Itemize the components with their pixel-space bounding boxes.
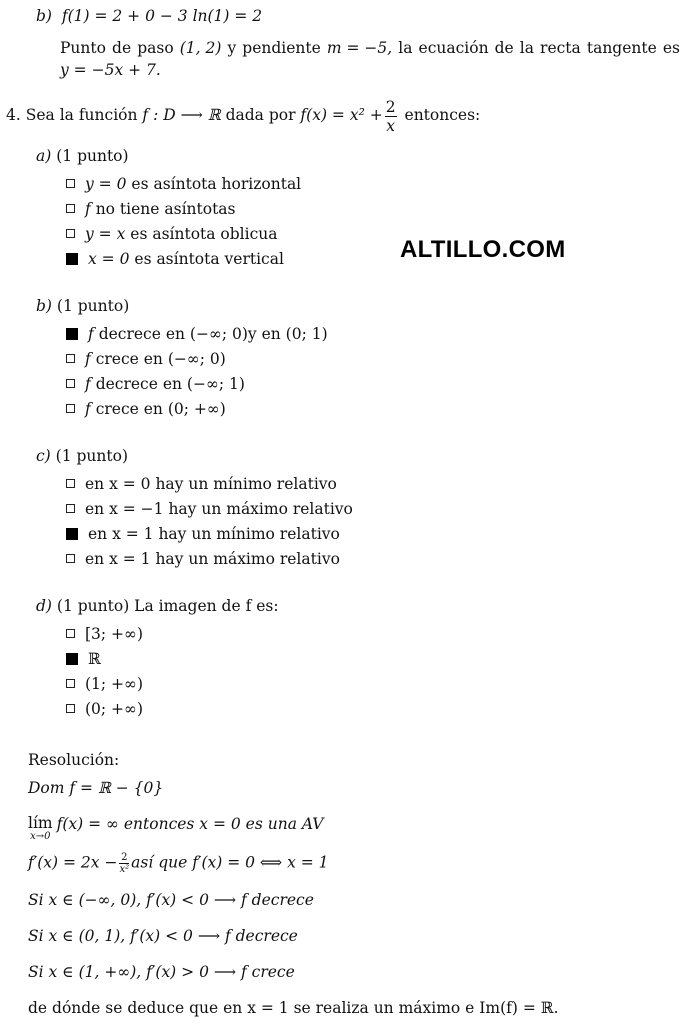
derivative-numerator: 2 <box>121 852 128 863</box>
question-points: (1 punto) <box>56 297 130 315</box>
prev-part-b-line <box>36 6 262 26</box>
answer-option[interactable] <box>66 624 143 644</box>
limit-rest: f(x) = ∞ entonces x = 0 es una AV <box>56 815 324 833</box>
option-text: [3; +∞) <box>85 625 144 643</box>
answer-option[interactable] <box>66 324 328 344</box>
problem-statement <box>6 96 480 135</box>
answer-option[interactable] <box>66 499 353 519</box>
fraction-denominator: x <box>386 116 396 135</box>
option-math: f <box>88 325 94 343</box>
problem-intro-d: f(x) = x² + <box>300 106 383 124</box>
question-label: b) <box>36 297 52 315</box>
derivative-a: f′(x) = 2x − <box>28 853 118 872</box>
tangent-word: m = −5, <box>326 39 393 57</box>
unchecked-checkbox[interactable] <box>66 354 75 363</box>
option-text: no tiene asíntotas <box>95 200 236 218</box>
checked-checkbox[interactable] <box>66 528 78 540</box>
option-text: en x = 0 hay un mínimo relativo <box>85 475 337 493</box>
option-text: decrece en (−∞; 0)y en (0; 1) <box>98 325 328 343</box>
question-header <box>36 146 129 166</box>
tangent-word: recta <box>540 39 581 57</box>
unchecked-checkbox[interactable] <box>66 404 75 413</box>
option-text: es asíntota oblicua <box>130 225 278 243</box>
resolution-derivative <box>28 852 329 875</box>
limit-subscript: x→0 <box>30 831 51 842</box>
tangent-word: la <box>398 39 413 57</box>
answer-option[interactable] <box>66 199 236 219</box>
prev-part-b-label: b) <box>36 7 52 25</box>
unchecked-checkbox[interactable] <box>66 379 75 388</box>
watermark-logo: ALTILLO.COM <box>400 236 566 263</box>
option-math: f <box>85 350 91 368</box>
answer-option[interactable] <box>66 474 337 494</box>
answer-option[interactable] <box>66 399 226 419</box>
answer-option[interactable] <box>66 524 340 544</box>
question-label: d) <box>36 597 52 615</box>
tangent-sentence-line2: y = −5x + 7. <box>60 61 161 79</box>
tangent-word: ecuación <box>418 39 489 57</box>
answer-option[interactable] <box>66 349 226 369</box>
option-text: en x = −1 hay un máximo relativo <box>85 500 353 518</box>
option-text: es asíntota horizontal <box>131 175 302 193</box>
answer-option[interactable] <box>66 374 245 394</box>
question-points: (1 punto) <box>56 147 129 165</box>
unchecked-checkbox[interactable] <box>66 679 75 688</box>
tangent-word: tangente <box>586 39 657 57</box>
limit-operator <box>28 814 53 842</box>
problem-number: 4. <box>6 106 21 124</box>
unchecked-checkbox[interactable] <box>66 504 75 513</box>
resolution-title: Resolución: <box>28 751 120 769</box>
resolution-interval-3: Si x ∈ (1, +∞), f′(x) > 0 ⟶ f crece <box>28 963 295 981</box>
option-text: crece en (0; +∞) <box>95 400 226 418</box>
option-text: en x = 1 hay un mínimo relativo <box>88 525 340 543</box>
answer-option[interactable] <box>66 674 143 694</box>
answer-option[interactable] <box>66 649 101 669</box>
answer-option[interactable] <box>66 249 284 269</box>
fraction-numerator: 2 <box>385 97 396 116</box>
checked-checkbox[interactable] <box>66 253 78 265</box>
unchecked-checkbox[interactable] <box>66 204 75 213</box>
resolution-interval-1: Si x ∈ (−∞, 0), f′(x) < 0 ⟶ f decrece <box>28 891 314 909</box>
derivative-fraction <box>119 852 129 875</box>
unchecked-checkbox[interactable] <box>66 704 75 713</box>
question-header <box>36 446 128 466</box>
tangent-word: la <box>519 39 534 57</box>
derivative-denominator: x² <box>119 864 130 875</box>
function-fraction <box>385 98 397 135</box>
tangent-word: (1, 2) <box>179 39 222 57</box>
option-text: ℝ <box>88 650 101 668</box>
question-points: (1 punto) La imagen de f es: <box>56 597 279 615</box>
question-label: a) <box>36 147 52 165</box>
tangent-word: es <box>662 39 680 57</box>
resolution-limit <box>28 814 324 842</box>
tangent-word: pendiente <box>242 39 321 57</box>
resolution-interval-2: Si x ∈ (0, 1), f′(x) < 0 ⟶ f decrece <box>28 927 298 945</box>
option-text: crece en (−∞; 0) <box>95 350 226 368</box>
tangent-word: de <box>112 39 132 57</box>
option-math: f <box>85 400 91 418</box>
option-math: y = x <box>85 225 126 243</box>
answer-option[interactable] <box>66 224 278 244</box>
question-header <box>36 596 279 616</box>
option-text: (0; +∞) <box>85 700 144 718</box>
tangent-word: paso <box>137 39 174 57</box>
limit-word: lím <box>28 814 53 832</box>
problem-intro-b: f : D ⟶ ℝ <box>142 106 221 124</box>
option-math: x = 0 <box>88 250 130 268</box>
option-text: decrece en (−∞; 1) <box>95 375 245 393</box>
unchecked-checkbox[interactable] <box>66 629 75 638</box>
problem-intro-a: Sea la función <box>25 106 138 124</box>
option-math: f <box>85 200 91 218</box>
answer-option[interactable] <box>66 549 340 569</box>
problem-intro-c: dada por <box>225 106 296 124</box>
unchecked-checkbox[interactable] <box>66 479 75 488</box>
checked-checkbox[interactable] <box>66 653 78 665</box>
unchecked-checkbox[interactable] <box>66 179 75 188</box>
tangent-word: de <box>494 39 514 57</box>
answer-option[interactable] <box>66 174 301 194</box>
checked-checkbox[interactable] <box>66 328 78 340</box>
option-text: es asíntota vertical <box>134 250 284 268</box>
tangent-sentence-line1 <box>60 38 680 58</box>
unchecked-checkbox[interactable] <box>66 229 75 238</box>
question-header <box>36 296 129 316</box>
prev-part-b-expr: f(1) = 2 + 0 − 3 ln(1) = 2 <box>61 7 263 25</box>
unchecked-checkbox[interactable] <box>66 554 75 563</box>
option-text: en x = 1 hay un máximo relativo <box>85 550 340 568</box>
tangent-word: y <box>227 39 237 57</box>
resolution-domain: Dom f = ℝ − {0} <box>28 779 164 797</box>
option-text: (1; +∞) <box>85 675 144 693</box>
problem-intro-e: entonces: <box>404 106 481 124</box>
question-label: c) <box>36 447 51 465</box>
resolution-conclusion: de dónde se deduce que en x = 1 se realiza un máximo e Im(f) = ℝ. <box>28 999 559 1017</box>
answer-option[interactable] <box>66 699 143 719</box>
tangent-word: Punto <box>60 39 106 57</box>
derivative-b: así que f′(x) = 0 ⟺ x = 1 <box>131 853 329 872</box>
option-math: f <box>85 375 91 393</box>
question-points: (1 punto) <box>55 447 129 465</box>
option-math: y = 0 <box>85 175 127 193</box>
